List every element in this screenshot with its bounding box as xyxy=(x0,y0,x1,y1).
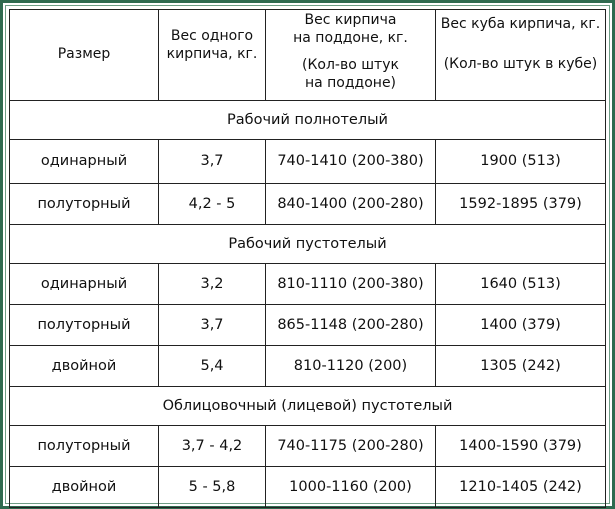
header-weight-one xyxy=(159,10,266,101)
cell-cube: 1400 (379) xyxy=(436,305,606,346)
header-cube-line-2: (Кол-во штук в кубе) xyxy=(443,55,598,72)
cell-size: двойной xyxy=(10,467,159,508)
cell-size: полуторный xyxy=(10,184,159,225)
header-cube-weight xyxy=(436,10,606,101)
cell-weight-one: 3,7 xyxy=(159,140,266,184)
cell-cube: 1592-1895 (379) xyxy=(436,184,606,225)
cell-cube: 1900 (513) xyxy=(436,140,606,184)
section-title: Рабочий полнотелый xyxy=(10,101,606,140)
section-title-row xyxy=(10,225,606,264)
cell-pallet: 810-1110 (200-380) xyxy=(266,264,436,305)
cell-weight-one: 3,7 xyxy=(159,305,266,346)
brick-weight-table xyxy=(9,9,606,508)
cell-cube: 1305 (242) xyxy=(436,346,606,387)
cell-weight-one: 5,4 xyxy=(159,346,266,387)
section-title: Рабочий пустотелый xyxy=(10,225,606,264)
cell-pallet: 840-1400 (200-280) xyxy=(266,184,436,225)
cell-weight-one: 5 - 5,8 xyxy=(159,467,266,508)
header-cube-line-1: Вес куба кирпича, кг. xyxy=(440,16,601,32)
cell-size: полуторный xyxy=(10,426,159,467)
cell-pallet: 810-1120 (200) xyxy=(266,346,436,387)
cell-size: одинарный xyxy=(10,140,159,184)
table-row xyxy=(10,346,606,387)
header-pallet-line-2: на поддоне, кг. xyxy=(293,29,408,46)
table-row xyxy=(10,467,606,508)
cell-size: одинарный xyxy=(10,264,159,305)
section-title: Облицовочный (лицевой) пустотелый xyxy=(10,387,606,426)
cell-pallet: 1000-1160 (200) xyxy=(266,467,436,508)
header-pallet-weight xyxy=(266,10,436,101)
cell-cube: 1400-1590 (379) xyxy=(436,426,606,467)
cell-cube: 1640 (513) xyxy=(436,264,606,305)
cell-pallet: 740-1175 (200-280) xyxy=(266,426,436,467)
table-row xyxy=(10,184,606,225)
cell-cube: 1210-1405 (242) xyxy=(436,467,606,508)
header-weight-one-line-1: Вес одного xyxy=(170,28,254,44)
header-row xyxy=(10,10,606,101)
cell-size: двойной xyxy=(10,346,159,387)
table-row xyxy=(10,426,606,467)
section-title-row xyxy=(10,387,606,426)
cell-size: полуторный xyxy=(10,305,159,346)
header-pallet-line-1: Вес кирпича xyxy=(304,12,397,28)
cell-weight-one: 4,2 - 5 xyxy=(159,184,266,225)
table-row xyxy=(10,305,606,346)
section-title-row xyxy=(10,101,606,140)
cell-pallet: 865-1148 (200-280) xyxy=(266,305,436,346)
header-size xyxy=(10,10,159,101)
cell-weight-one: 3,2 xyxy=(159,264,266,305)
table-row xyxy=(10,264,606,305)
header-weight-one-line-2: кирпича, кг. xyxy=(166,45,258,62)
header-pallet-line-3: (Кол-во штук xyxy=(302,57,399,73)
header-size-label: Размер xyxy=(57,46,111,63)
cell-weight-one: 3,7 - 4,2 xyxy=(159,426,266,467)
table-row xyxy=(10,140,606,184)
header-pallet-line-4: на поддоне) xyxy=(304,74,397,91)
cell-pallet: 740-1410 (200-380) xyxy=(266,140,436,184)
